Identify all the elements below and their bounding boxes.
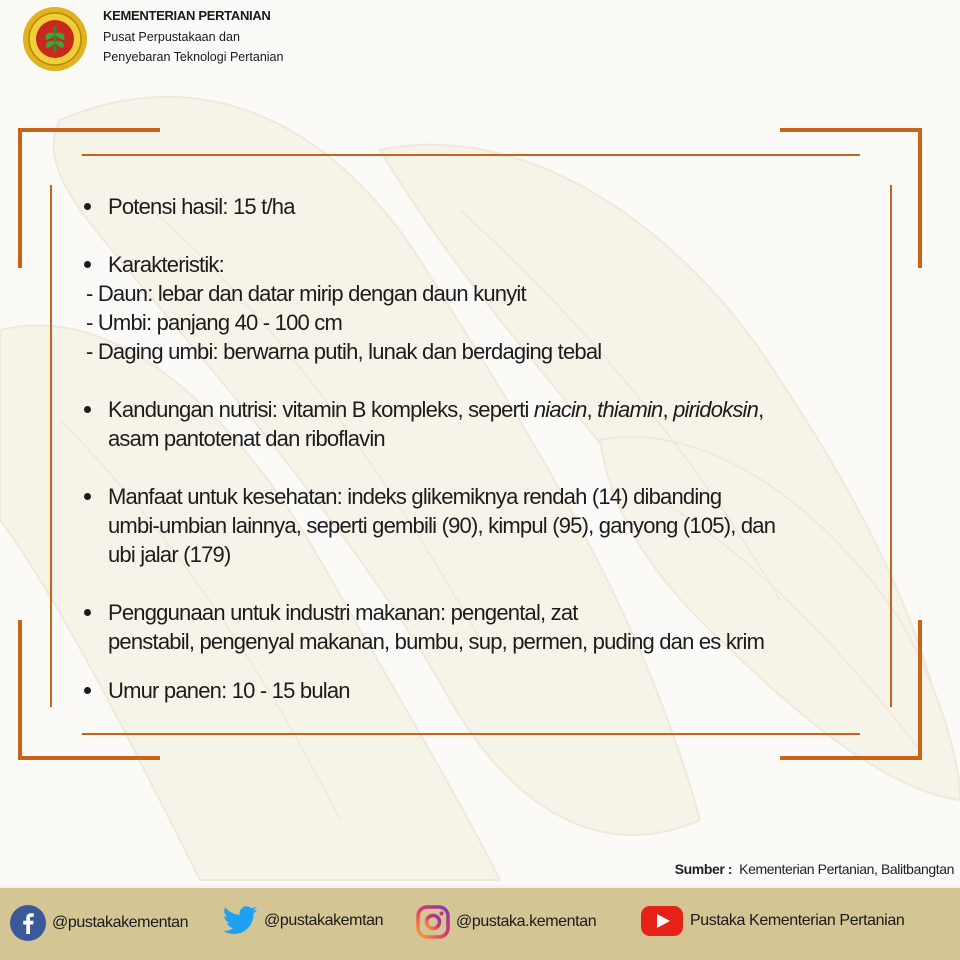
list-item-industri bbox=[82, 598, 882, 656]
frame-top-right-vertical bbox=[918, 128, 922, 268]
list-item-nutrisi bbox=[82, 395, 882, 453]
unit-name-line1: Pusat Perpustakaan dan bbox=[103, 30, 240, 44]
bullet-icon bbox=[84, 203, 91, 210]
manfaat-line1: Manfaat untuk kesehatan: indeks glikemiknya rendah (14) dibanding bbox=[108, 484, 722, 509]
bullet-icon bbox=[84, 261, 91, 268]
industri-line2: penstabil, pengenyal makanan, bumbu, sup, permen, puding dan es krim bbox=[108, 629, 765, 654]
nutrisi-line1: Kandungan nutrisi: vitamin B kompleks, seperti niacin, thiamin, piridoksin, bbox=[108, 397, 764, 422]
facebook-icon bbox=[10, 905, 46, 941]
frame-top-left-vertical bbox=[18, 128, 22, 268]
facebook-link[interactable] bbox=[10, 905, 188, 941]
list-item-potensi bbox=[82, 192, 882, 221]
youtube-channel: Pustaka Kementerian Pertanian bbox=[690, 912, 905, 929]
list-item-manfaat bbox=[82, 482, 882, 569]
source-text: Kementerian Pertanian, Balitbangtan bbox=[739, 861, 954, 877]
karakteristik-umbi: - Umbi: panjang 40 - 100 cm bbox=[86, 310, 342, 335]
bullet-icon bbox=[84, 406, 91, 413]
frame-bottom-left-vertical bbox=[18, 620, 22, 760]
source-credit bbox=[675, 861, 954, 877]
potensi-text: Potensi hasil: 15 t/ha bbox=[108, 194, 295, 219]
nutrisi-line2: asam pantotenat dan riboflavin bbox=[108, 426, 385, 451]
youtube-link[interactable] bbox=[640, 905, 904, 937]
frame-bottom-left-horizontal bbox=[18, 756, 160, 760]
twitter-handle: @pustakakemtan bbox=[264, 912, 384, 929]
kementerian-pertanian-logo bbox=[22, 6, 88, 72]
unit-name-line2: Penyebaran Teknologi Pertanian bbox=[103, 50, 284, 64]
youtube-icon bbox=[640, 905, 684, 937]
twitter-icon bbox=[222, 905, 258, 937]
list-item-karakteristik bbox=[82, 250, 882, 366]
manfaat-line3: ubi jalar (179) bbox=[108, 542, 231, 567]
org-name: KEMENTERIAN PERTANIAN bbox=[103, 8, 271, 23]
inner-frame-right bbox=[890, 185, 892, 707]
inner-frame-left bbox=[50, 185, 52, 707]
instagram-link[interactable] bbox=[416, 905, 596, 939]
industri-line1: Penggunaan untuk industri makanan: pengental, zat bbox=[108, 600, 578, 625]
frame-top-right-horizontal bbox=[780, 128, 922, 132]
karakteristik-daun: - Daun: lebar dan datar mirip dengan daun kunyit bbox=[86, 281, 526, 306]
organization-header bbox=[103, 8, 283, 67]
source-label: Sumber : bbox=[674, 861, 733, 877]
twitter-link[interactable] bbox=[222, 905, 383, 937]
bullet-icon bbox=[84, 493, 91, 500]
manfaat-line2: umbi-umbian lainnya, seperti gembili (90), kimpul (95), ganyong (105), dan bbox=[108, 513, 776, 538]
instagram-handle: @pustaka.kementan bbox=[456, 913, 597, 930]
frame-bottom-right-horizontal bbox=[780, 756, 922, 760]
karakteristik-title: Karakteristik: bbox=[108, 252, 224, 277]
inner-frame-top bbox=[82, 154, 860, 156]
umur-text: Umur panen: 10 - 15 bulan bbox=[108, 678, 350, 703]
bullet-icon bbox=[84, 609, 91, 616]
facebook-handle: @pustakakementan bbox=[52, 914, 189, 931]
frame-top-left-horizontal bbox=[18, 128, 160, 132]
inner-frame-bottom bbox=[82, 733, 860, 735]
frame-bottom-right-vertical bbox=[918, 620, 922, 760]
instagram-icon bbox=[416, 905, 450, 939]
bullet-icon bbox=[84, 687, 91, 694]
karakteristik-daging: - Daging umbi: berwarna putih, lunak dan berdaging tebal bbox=[86, 339, 602, 364]
info-list bbox=[82, 192, 882, 705]
list-item-umur bbox=[82, 676, 882, 705]
